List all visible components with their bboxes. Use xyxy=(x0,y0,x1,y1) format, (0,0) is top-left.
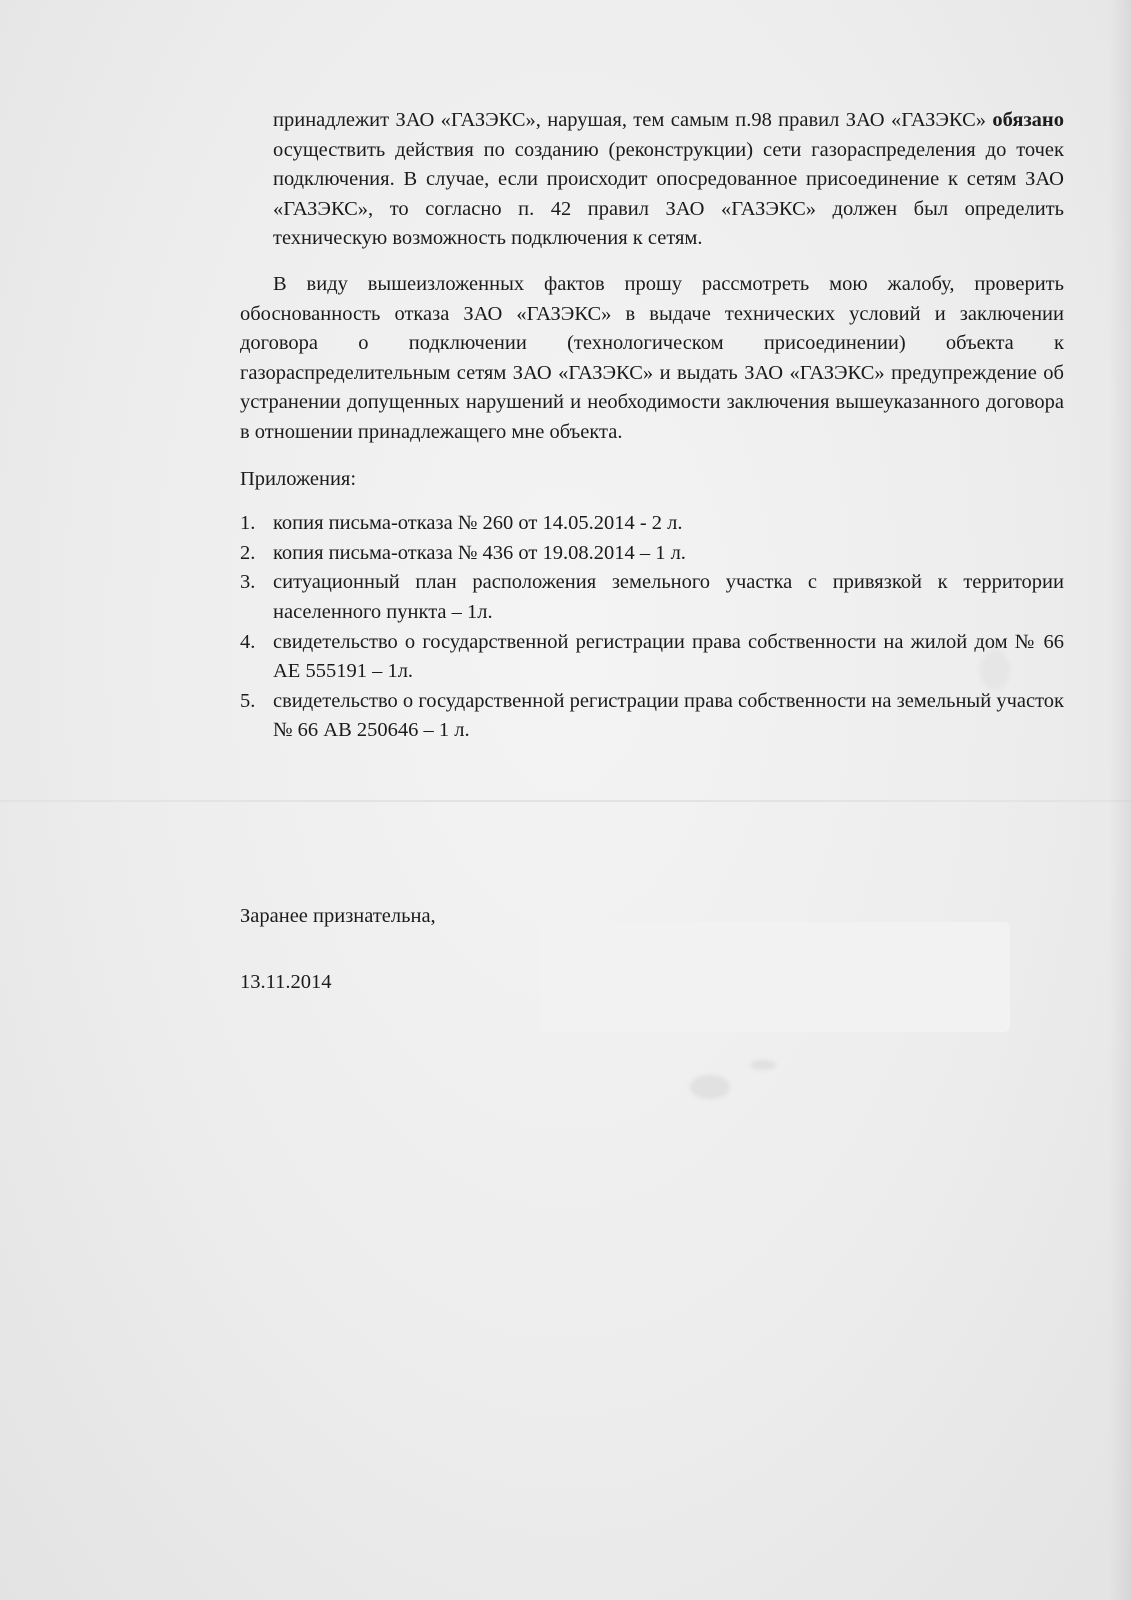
paper-smudge xyxy=(690,1075,730,1099)
paragraph-text: принадлежит ЗАО «ГАЗЭКС», нарушая, тем самым п.98 правил ЗАО «ГАЗЭКС» xyxy=(273,109,986,131)
paper-smudge xyxy=(980,650,1010,690)
paragraph-text: осуществить действия по созданию (реконструкции) сети газораспределения до точек подключения. В случае, если происходит опосредованное присоединение к сетям ЗАО «ГАЗЭКС», то согласно п. 42 правил ЗАО «ГАЗЭКС» должен был определить техническую возможность подключения к сетям. xyxy=(273,138,1064,250)
redacted-signature-area xyxy=(540,922,1010,1032)
list-item-text: свидетельство о государственной регистрации права собственности на жилой дом № 66 АЕ 555191 – 1л. xyxy=(273,630,1064,683)
list-item-text: копия письма-отказа № 436 от 19.08.2014 – 1 л. xyxy=(273,541,686,564)
paper-edge-shadow xyxy=(1109,0,1131,1600)
list-item xyxy=(240,687,1064,746)
attachments-heading: Приложения: xyxy=(240,467,357,490)
paragraph-continuation xyxy=(240,106,1064,254)
list-item-text: свидетельство о государственной регистрации права собственности на земельный участок № 66 АВ 250646 – 1 л. xyxy=(273,689,1064,742)
list-item-number: 1. xyxy=(240,512,256,535)
list-item-number: 2. xyxy=(240,541,256,564)
list-item-number: 3. xyxy=(240,571,256,594)
closing-phrase: Заранее признательна, xyxy=(240,905,436,927)
list-item-number: 5. xyxy=(240,689,256,712)
list-item xyxy=(240,628,1064,687)
paper-smudge xyxy=(750,1060,776,1070)
document-date: 13.11.2014 xyxy=(240,971,332,993)
emphasis-text: обязано xyxy=(992,109,1064,131)
paragraph-request: В виду вышеизложенных фактов прошу рассмотреть мою жалобу, проверить обоснованность отказа ЗАО «ГАЗЭКС» в выдаче технических условий и заключении договора о подключении (технологическом присоединении) объекта к газораспределительным сетям ЗАО «ГАЗЭКС» и выдать ЗАО «ГАЗЭКС» предупреждение об устранении допущенных нарушений и необходимости заключения вышеуказанного договора в отношении принадлежащего мне объекта. xyxy=(240,272,1064,443)
list-item-text: копия письма-отказа № 260 от 14.05.2014 - 2 л. xyxy=(273,512,683,535)
attachments-list xyxy=(240,509,1064,746)
list-item xyxy=(240,568,1064,627)
document-body xyxy=(240,106,1064,746)
list-item-number: 4. xyxy=(240,630,256,653)
list-item xyxy=(240,509,1064,539)
list-item xyxy=(240,539,1064,569)
paper-fold-line xyxy=(0,800,1131,802)
list-item-text: ситуационный план расположения земельного участка с привязкой к территории населенного пункта – 1л. xyxy=(273,571,1064,623)
